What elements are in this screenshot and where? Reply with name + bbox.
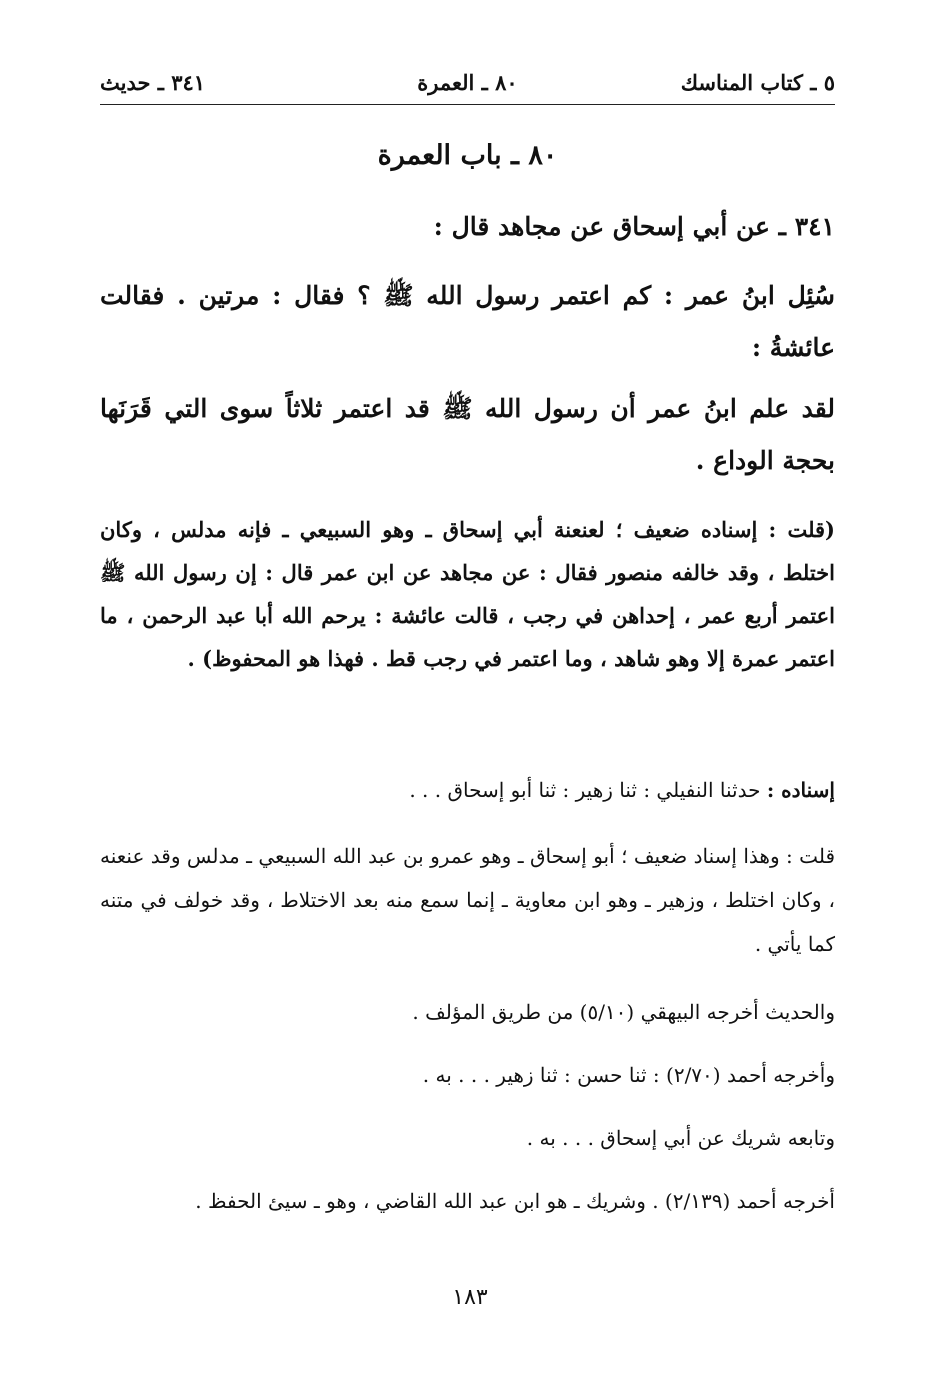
- isnad-text: حدثنا النفيلي : ثنا زهير : ثنا أبو إسحاق . . .: [409, 778, 761, 802]
- chapter-heading: ٨٠ ـ باب العمرة: [377, 140, 558, 171]
- header-chapter-title: ٨٠ ـ العمرة: [417, 70, 518, 95]
- takhrij-line: وأخرجه أحمد (٢/٧٠) : ثنا حسن : ثنا زهير . . . به .: [422, 1063, 835, 1087]
- isnad-label: إسناده :: [766, 778, 835, 802]
- header-rule: [100, 104, 835, 105]
- grading-note: (قلت : إسناده ضعيف ؛ لعنعنة أبي إسحاق ـ وهو السبيعي ـ فإنه مدلس ، وكان اختلط ، وقد خالفه منصور فقال : عن مجاهد عن ابن عمر قال : إن رسول الله ﷺ اعتمر أربع عمر ، إحداهن في رجب ، قالت عائشة : يرحم الله أبا عبد الرحمن ، ما اعتمر عمرة إلا وهو شاهد ، وما اعتمر في رجب قط . فهذا هو المحفوظ) .: [100, 517, 835, 671]
- hadith-number-line: ٣٤١ ـ عن أبي إسحاق عن مجاهد قال :: [433, 212, 835, 241]
- isnad-paragraph: [100, 770, 835, 810]
- hadith-text-part-1: سُئِل ابنُ عمر : كم اعتمر رسول الله ﷺ ؟ فقال : مرتين . فقالت عائشةُ :: [100, 281, 835, 362]
- takhrij-line: والحديث أخرجه البيهقي (٥/١٠) من طريق المؤلف .: [412, 1000, 835, 1024]
- takhrij-line: وتابعه شريك عن أبي إسحاق . . . به .: [526, 1126, 835, 1150]
- takhrij-line: أخرجه أحمد (٢/١٣٩) . وشريك ـ هو ابن عبد الله القاضي ، وهو ـ سيئ الحفظ .: [195, 1189, 835, 1213]
- page-number: ١٨٣: [452, 1285, 488, 1310]
- header-hadith-number: ٣٤١ ـ حديث: [100, 70, 206, 95]
- header-book-title: ٥ ـ كتاب المناسك: [680, 70, 835, 95]
- comment-paragraph: قلت : وهذا إسناد ضعيف ؛ أبو إسحاق ـ وهو عمرو بن عبد الله السبيعي ـ مدلس وقد عنعنه ، وكان اختلط ، وزهير ـ وهو ابن معاوية ـ إنما سمع منه بعد الاختلاط ، وقد خولف في متنه كما يأتي .: [100, 844, 835, 956]
- hadith-text-part-2: لقد علم ابنُ عمر أن رسول الله ﷺ قد اعتمر ثلاثاً سوى التي قَرَنَها بحجة الوداع .: [100, 394, 835, 475]
